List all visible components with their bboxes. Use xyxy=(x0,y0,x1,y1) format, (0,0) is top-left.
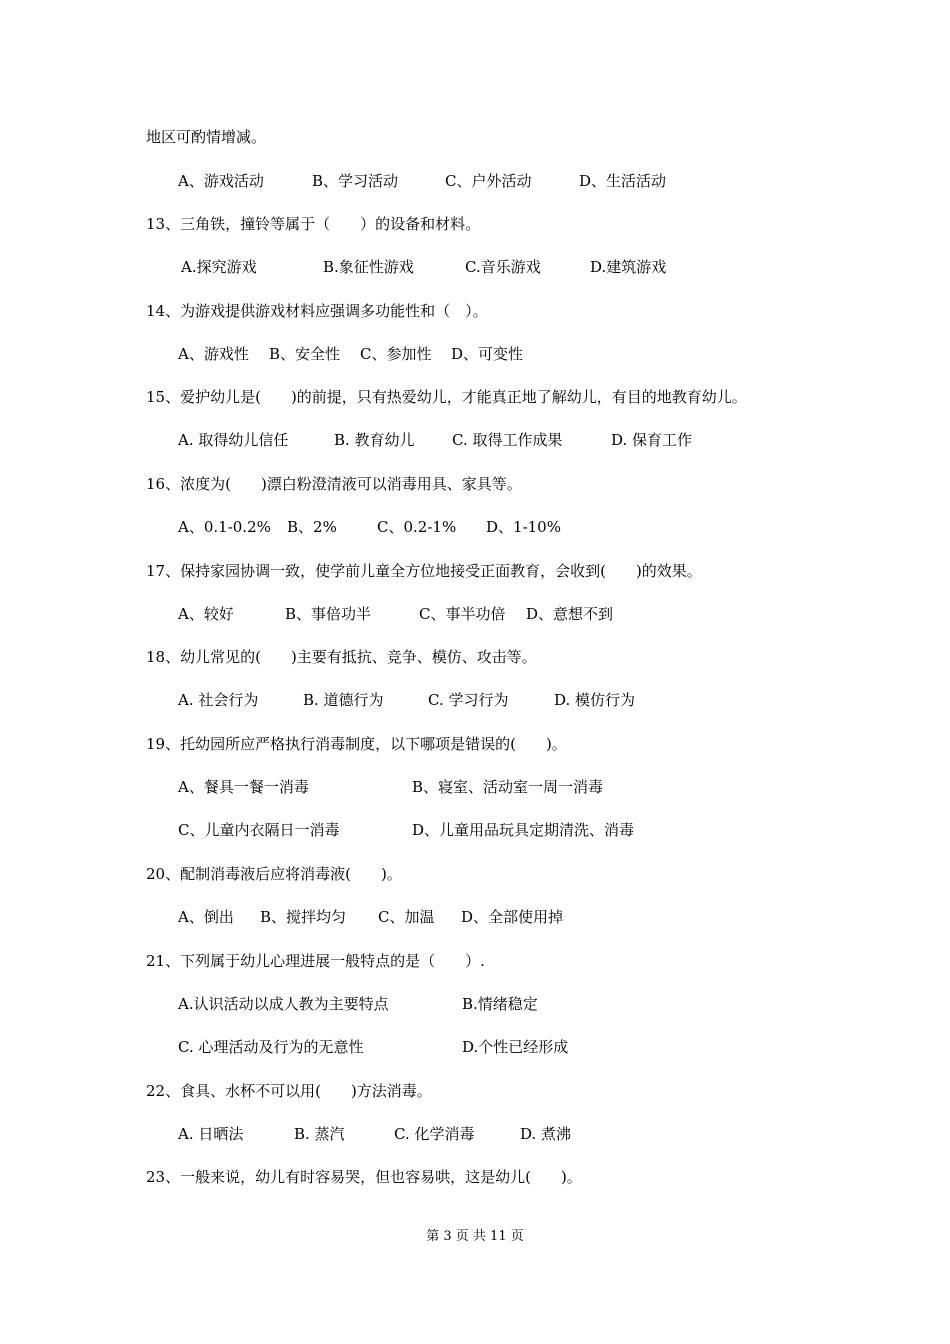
q22-option-c: C. 化学消毒 xyxy=(394,1125,475,1143)
q17-option-c: C、事半功倍 xyxy=(419,605,506,623)
q16-option-c: C、0.2-1% xyxy=(377,518,457,536)
q13-option-b: B.象征性游戏 xyxy=(323,258,414,276)
q18-option-d: D. 模仿行为 xyxy=(554,691,636,709)
q16-option-d: D、1-10% xyxy=(486,518,561,536)
q18-option-c: C. 学习行为 xyxy=(428,691,509,709)
q18-stem: 18、幼儿常见的( )主要有抵抗、竞争、模仿、攻击等。 xyxy=(146,648,537,666)
q16-stem: 16、浓度为( )漂白粉澄清液可以消毒用具、家具等。 xyxy=(146,475,522,493)
q22-option-d: D. 煮沸 xyxy=(520,1125,572,1143)
q13-option-c: C.音乐游戏 xyxy=(465,258,541,276)
q15-option-d: D. 保育工作 xyxy=(611,431,693,449)
q12-option-b: B、学习活动 xyxy=(312,172,399,190)
q13-option-a: A.探究游戏 xyxy=(181,258,257,276)
q14-option-c: C、参加性 xyxy=(360,345,432,363)
q12-option-a: A、游戏活动 xyxy=(178,172,264,190)
q15-option-b: B. 教育幼儿 xyxy=(334,431,415,449)
q20-option-d: D、全部使用掉 xyxy=(461,908,564,926)
q17-option-b: B、事倍功半 xyxy=(285,605,372,623)
q14-option-d: D、可变性 xyxy=(451,345,524,363)
q18-option-a: A. 社会行为 xyxy=(178,691,259,709)
q19-option-d: D、儿童用品玩具定期清洗、消毒 xyxy=(412,821,635,839)
q16-option-a: A、0.1-0.2% xyxy=(178,518,271,536)
q14-option-b: B、安全性 xyxy=(269,345,341,363)
q21-option-b: B.情绪稳定 xyxy=(462,995,538,1013)
q18-option-b: B. 道德行为 xyxy=(303,691,384,709)
page-number-footer: 第 3 页 共 11 页 xyxy=(426,1229,524,1244)
q20-option-b: B、搅拌均匀 xyxy=(260,908,347,926)
q22-option-b: B. 蒸汽 xyxy=(294,1125,345,1143)
q15-option-c: C. 取得工作成果 xyxy=(452,431,563,449)
q21-option-c: C. 心理活动及行为的无意性 xyxy=(178,1038,364,1056)
q17-option-a: A、较好 xyxy=(178,605,234,623)
q14-stem: 14、为游戏提供游戏材料应强调多功能性和（ ）。 xyxy=(146,302,488,320)
carry-over-text: 地区可酌情增减。 xyxy=(146,128,267,146)
q14-option-a: A、游戏性 xyxy=(178,345,249,363)
q20-option-a: A、倒出 xyxy=(178,908,234,926)
q15-stem: 15、爱护幼儿是( )的前提，只有热爱幼儿，才能真正地了解幼儿，有目的地教育幼儿。 xyxy=(146,388,747,406)
q12-option-c: C、户外活动 xyxy=(445,172,532,190)
q13-stem: 13、三角铁，撞铃等属于（ ）的设备和材料。 xyxy=(146,215,481,233)
q15-option-a: A. 取得幼儿信任 xyxy=(178,431,289,449)
q21-stem: 21、下列属于幼儿心理进展一般特点的是（ ）. xyxy=(146,952,485,970)
q20-option-c: C、加温 xyxy=(378,908,435,926)
q16-option-b: B、2% xyxy=(287,518,337,536)
q12-option-d: D、生活活动 xyxy=(579,172,667,190)
q19-option-b: B、寝室、活动室一周一消毒 xyxy=(412,778,604,796)
q22-option-a: A. 日晒法 xyxy=(178,1125,244,1143)
q17-option-d: D、意想不到 xyxy=(526,605,614,623)
q19-option-a: A、餐具一餐一消毒 xyxy=(178,778,309,796)
q17-stem: 17、保持家园协调一致，使学前儿童全方位地接受正面教育，会收到( )的效果。 xyxy=(146,562,702,580)
q23-stem: 23、一般来说，幼儿有时容易哭，但也容易哄，这是幼儿( )。 xyxy=(146,1168,582,1186)
q22-stem: 22、食具、水杯不可以用( )方法消毒。 xyxy=(146,1082,432,1100)
q13-option-d: D.建筑游戏 xyxy=(590,258,667,276)
q19-stem: 19、托幼园所应严格执行消毒制度，以下哪项是错误的( )。 xyxy=(146,735,567,753)
q20-stem: 20、配制消毒液后应将消毒液( )。 xyxy=(146,865,402,883)
q21-option-a: A.认识活动以成人教为主要特点 xyxy=(178,995,389,1013)
q21-option-d: D.个性已经形成 xyxy=(462,1038,569,1056)
q19-option-c: C、儿童内衣隔日一消毒 xyxy=(178,821,340,839)
